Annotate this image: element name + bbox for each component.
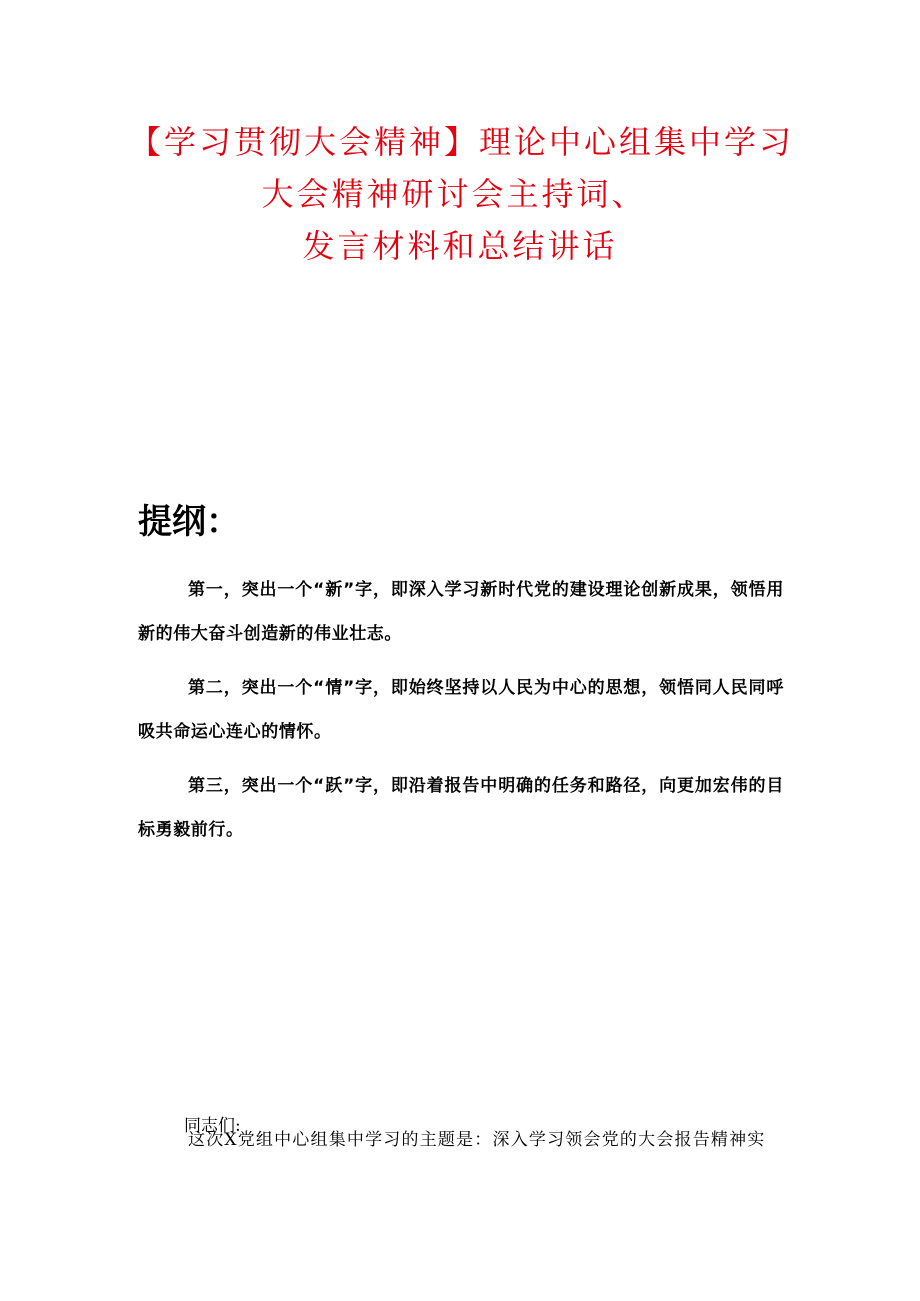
title-line-3: 发言材料和总结讲话 bbox=[302, 227, 618, 265]
outline-list bbox=[138, 568, 784, 862]
outline-item-1: 第一，突出一个“新”字，即深入学习新时代党的建设理论创新成果，领悟用新的伟大奋斗创造新的伟业壮志。 bbox=[138, 580, 784, 644]
salutation: 同志们: bbox=[184, 1116, 241, 1136]
outline-heading: 提纲： bbox=[138, 502, 240, 542]
outline-item-3: 第三，突出一个“跃”字，即沿着报告中明确的任务和路径，向更加宏伟的目标勇毅前行。 bbox=[138, 776, 784, 840]
outline-item-2: 第二，突出一个“情”字，即始终坚持以人民为中心的思想，领悟同人民同呼吸共命运心连心的情怀。 bbox=[138, 678, 784, 742]
body-paragraph bbox=[138, 1126, 784, 1154]
body-paragraph-text: 这次X党组中心组集中学习的主题是：深入学习领会党的大会报告精神实 bbox=[188, 1130, 766, 1150]
document-title bbox=[0, 116, 920, 272]
title-line-2: 大会精神研讨会主持词、 bbox=[261, 175, 647, 213]
title-line-1: 【学习贯彻大会精神】理论中心组集中学习 bbox=[128, 123, 794, 161]
